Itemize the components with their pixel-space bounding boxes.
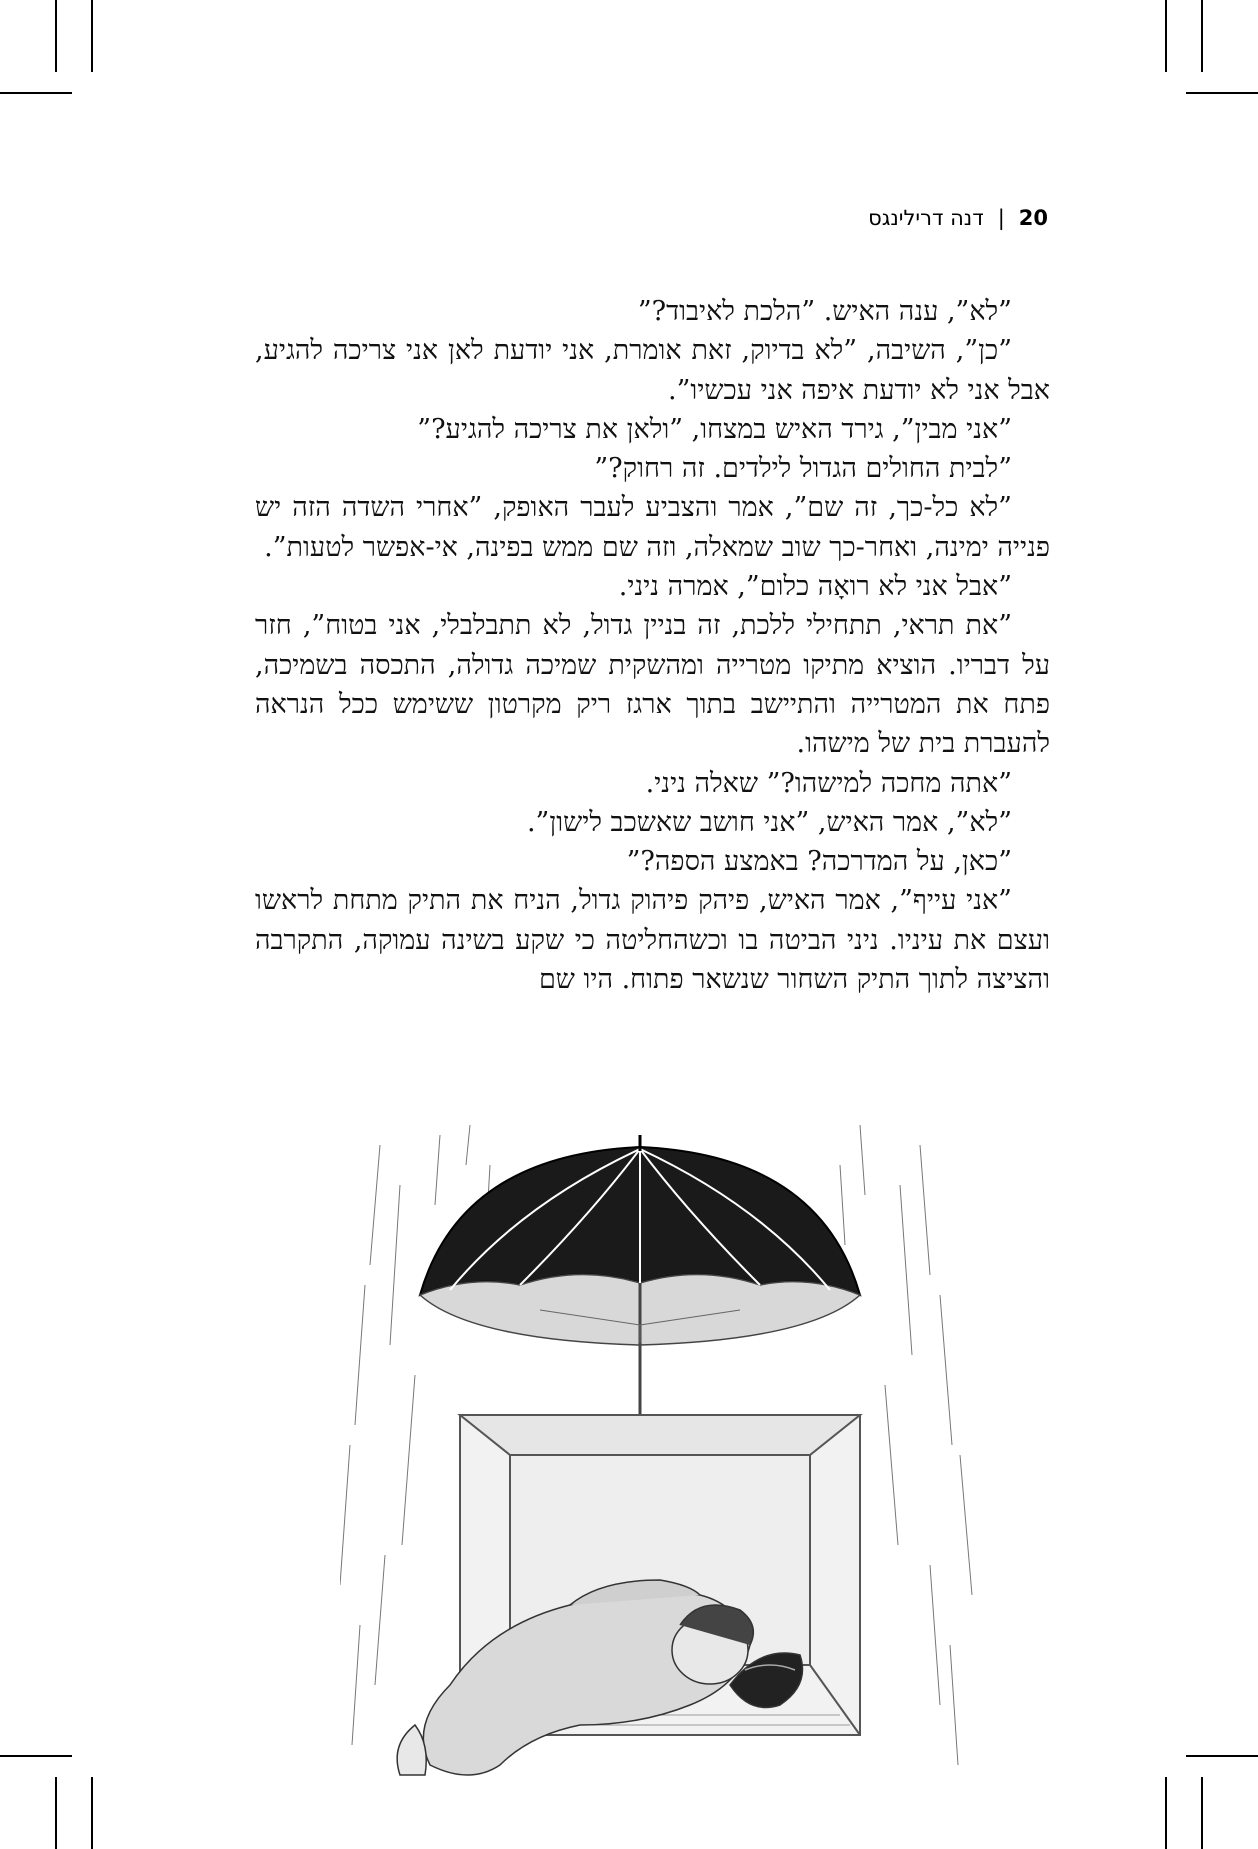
paragraph: ”אבל אני לא רואָה כלום”, אמרה ניני. [618, 571, 1012, 603]
crop-mark [1201, 0, 1203, 72]
illustration-sleeping-man [340, 1125, 980, 1815]
paragraph: ”כן”, השיבה, ”לא בדיוק, זאת אומרת, אני יודעת לאן אני צריכה להגיע, אבל אני לא יודעת איפה אני עכשיו”. [255, 335, 1050, 406]
paragraph: ”אני עייף”, אמר האיש, פיהק פיהוק גדול, הניח את התיק מתחת לראשו ועצם את עיניו. ניני הביטה בו וכשהחליטה כי שקע בשינה עמוקה, התקרבה והציצה לתוך התיק השחור שנשאר פתוח. היו שם [255, 885, 1050, 996]
crop-mark [91, 0, 93, 72]
crop-mark [1165, 0, 1167, 72]
crop-mark [1201, 1777, 1203, 1849]
paragraph: ”לבית החולים הגדול לילדים. זה רחוק?” [594, 453, 1012, 485]
crop-mark [91, 1777, 93, 1849]
paragraph: ”כאן, על המדרכה? באמצע הספה?” [626, 846, 1012, 878]
running-header [868, 206, 1048, 230]
header-separator: | [997, 206, 1005, 230]
paragraph: ”את תראי, תתחילי ללכת, זה בניין גדול, לא תתבלבלי, אני בטוח”, חזר על דבריו. הוציא מתיקו מטרייה ומהשקית שמיכה גדולה, התכסה בשמיכה, פתח את המטרייה והתיישב בתוך ארגז ריק מקרטון ששימש ככל הנראה להעברת בית של מישהו. [255, 610, 1050, 760]
crop-mark [1186, 92, 1258, 94]
page-number: 20 [1018, 206, 1048, 230]
umbrella [420, 1135, 860, 1415]
crop-mark [55, 0, 57, 72]
paragraph: ”אתה מחכה למישהו?” שאלה ניני. [645, 767, 1012, 799]
crop-mark [55, 1777, 57, 1849]
paragraph: ”אני מבין”, גירד האיש במצחו, ”ולאן את צריכה להגיע?” [417, 413, 1012, 445]
crop-mark [1186, 1755, 1258, 1757]
paragraph: ”לא כל-כך, זה שם”, אמר והצביע לעבר האופק, ”אחרי השדה הזה יש פנייה ימינה, ואחר-כך שוב שמאלה, וזה שם ממש בפינה, אי-אפשר לטעות”. [255, 492, 1050, 563]
author-name: דנה דרילינגס [868, 206, 984, 230]
body-text [255, 292, 1050, 999]
crop-mark [0, 92, 72, 94]
crop-mark [0, 1755, 72, 1757]
paragraph: ”לא”, אמר האיש, ”אני חושב שאשכב לישון”. [526, 806, 1012, 838]
paragraph: ”לא”, ענה האיש. ”הלכת לאיבוד?” [637, 296, 1012, 327]
crop-mark [1165, 1777, 1167, 1849]
